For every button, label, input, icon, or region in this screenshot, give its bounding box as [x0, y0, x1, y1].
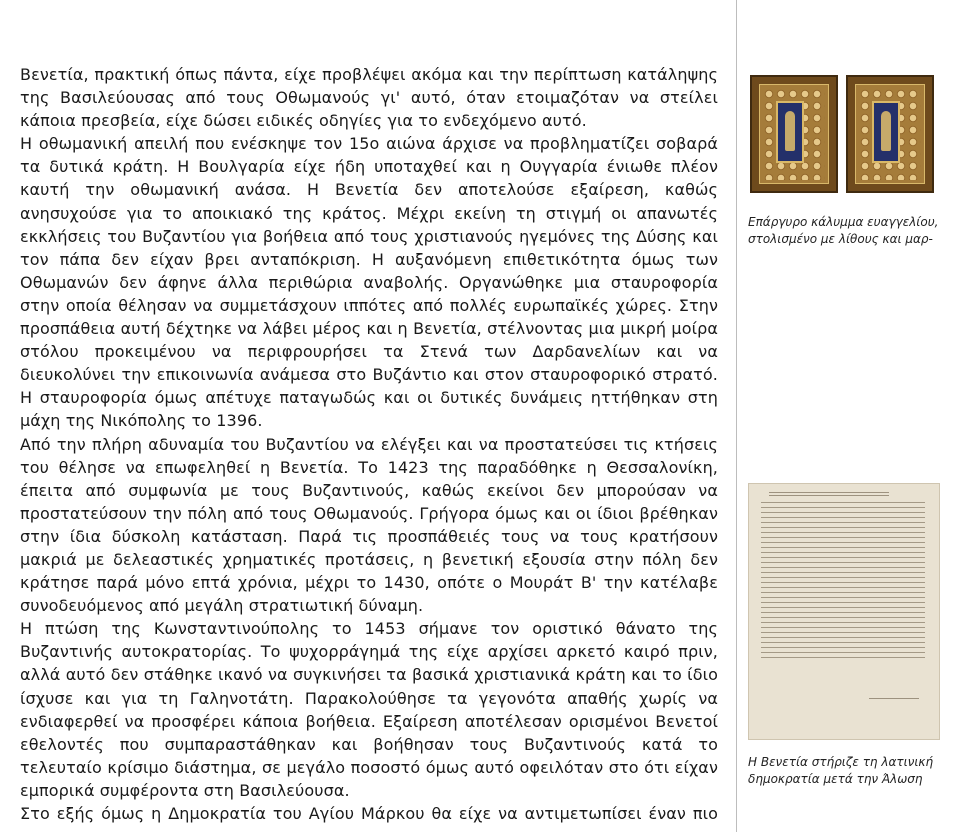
manuscript-page-image — [748, 483, 940, 740]
figure-caption: Επάργυρο κάλυμμα ευαγγελίου, στολισμένο με λίθους και μαρ- — [748, 215, 939, 246]
paragraph: Η οθωμανική απειλή που ενέσκηψε τον 15ο αιώνα άρχισε να προβληματίζει σοβαρά τα δυτικά κράτη. Η Βουλγαρία είχε ήδη υποταχθεί και η Ουγγαρία ένιωθε πλέον καυτή την οθωμανική ανάσα. Η Βενετία δεν αποτελούσε εξαίρεση, καθώς ανησυχούσε για το αποικιακό της κράτος. Μέχρι εκείνη τη στιγμή οι απανωτές εκκλήσεις του Βυζαντίου για βοήθεια από τους χριστιανούς ηγεμόνες της Δύσης και τον πάπα δεν είχαν βρει ανταπόκριση. Η αυξανόμενη επιθετικότητα όμως των Οθωμανών δεν άφηνε άλλα περιθώρια αναβολής. Οργανώθηκε μια σταυροφορία στην οποία θέλησαν να συμμετάσχουν ιππότες από πολλές ευρωπαϊκές χώρες. Στην προσπάθεια αυτή δέχτηκε να λάβει μέρος και η Βενετία, στέλνοντας μια μικρή μοίρα στόλου προκειμένου να περιφρουρήσει τα Στενά των Δαρδανελίων και να διευκολύνει την επικοινωνία ανάμεσα στο Βυζάντιο και στον σταυροφορικό στρατό. Η σταυροφορία όμως απέτυχε παταγωδώς και οι δυτικές δυνάμεις ηττήθηκαν στη μάχη της Νικόπολης το 1396. — [20, 134, 718, 431]
paragraph: Βενετία, πρακτική όπως πάντα, είχε προβλέψει ακόμα και την περίπτωση κατάληψης της Βασιλεύουσας από τους Οθωμανούς γι' αυτό, όταν ετοιμαζόταν να στείλει κάποια πρεσβεία, είχε δώσει ειδικές οδηγίες για το ενδεχόμενο αυτό. — [20, 65, 718, 131]
figure-caption: Η Βενετία στήριζε τη λατινική δημοκρατία μετά την Άλωση — [748, 755, 934, 786]
main-text — [20, 63, 718, 825]
gospel-covers-figure — [748, 75, 944, 195]
paragraph: Η πτώση της Κωνσταντινούπολης το 1453 σήμανε τον οριστικό θάνατο της Βυζαντινής αυτοκρατορίας. Το ψυχορράγημά της είχε αρχίσει αρκετό καιρό πριν, αλλά αυτό δεν στάθηκε ικανό να συγκινήσει τα βασικά χριστιανικά κράτη και το ίδιο ίσχυσε και για τη Γαληνοτάτη. Παρακολούθησε τα γεγονότα απαθής χωρίς να ενδιαφερθεί να προσφέρει κάποια βοήθεια. Εξαίρεση αποτέλεσαν ορισμένοι Βενετοί εθελοντές που συμπαραστάθηκαν και βοήθησαν τους Βυζαντινούς κατά το τελευταίο κρίσιμο διάστημα, σε μεγάλο ποσοστό όμως αυτό οφειλόταν στο ότι είχαν εμπορικά συμφέροντα στη Βασιλεύουσα. — [20, 619, 718, 800]
paragraph: Στο εξής όμως η Δημοκρατία του Αγίου Μάρκου θα είχε να αντιμετωπίσει έναν πιο — [20, 804, 718, 823]
gospel-cover-image — [750, 75, 838, 193]
paragraph: Από την πλήρη αδυναμία του Βυζαντίου να ελέγξει και να προστατεύσει τις κτήσεις του θέλησε να επωφεληθεί η Βενετία. Το 1423 της παραδόθηκε η Θεσσαλονίκη, έπειτα από συμφωνία με τους Βυζαντινούς, καθώς εκείνοι δεν μπορούσαν να προστατεύσουν την πόλη από τους Οθωμανούς. Γρήγορα όμως και οι ίδιοι βρέθηκαν στην ίδια δύσκολη κατάσταση. Παρά τις προσπάθειές τους να τους κρατήσουν μακριά με δελεαστικές χρηματικές προτάσεις, η βενετική εξουσία στην πόλη δεν κράτησε παρά μόνο επτά χρόνια, μέχρι το 1430, οπότε ο Μουράτ Β' την κατέλαβε συνοδευόμενος από μεγάλη στρατιωτική δύναμη. — [20, 434, 718, 616]
gospel-cover-image — [846, 75, 934, 193]
column-divider — [736, 0, 737, 832]
